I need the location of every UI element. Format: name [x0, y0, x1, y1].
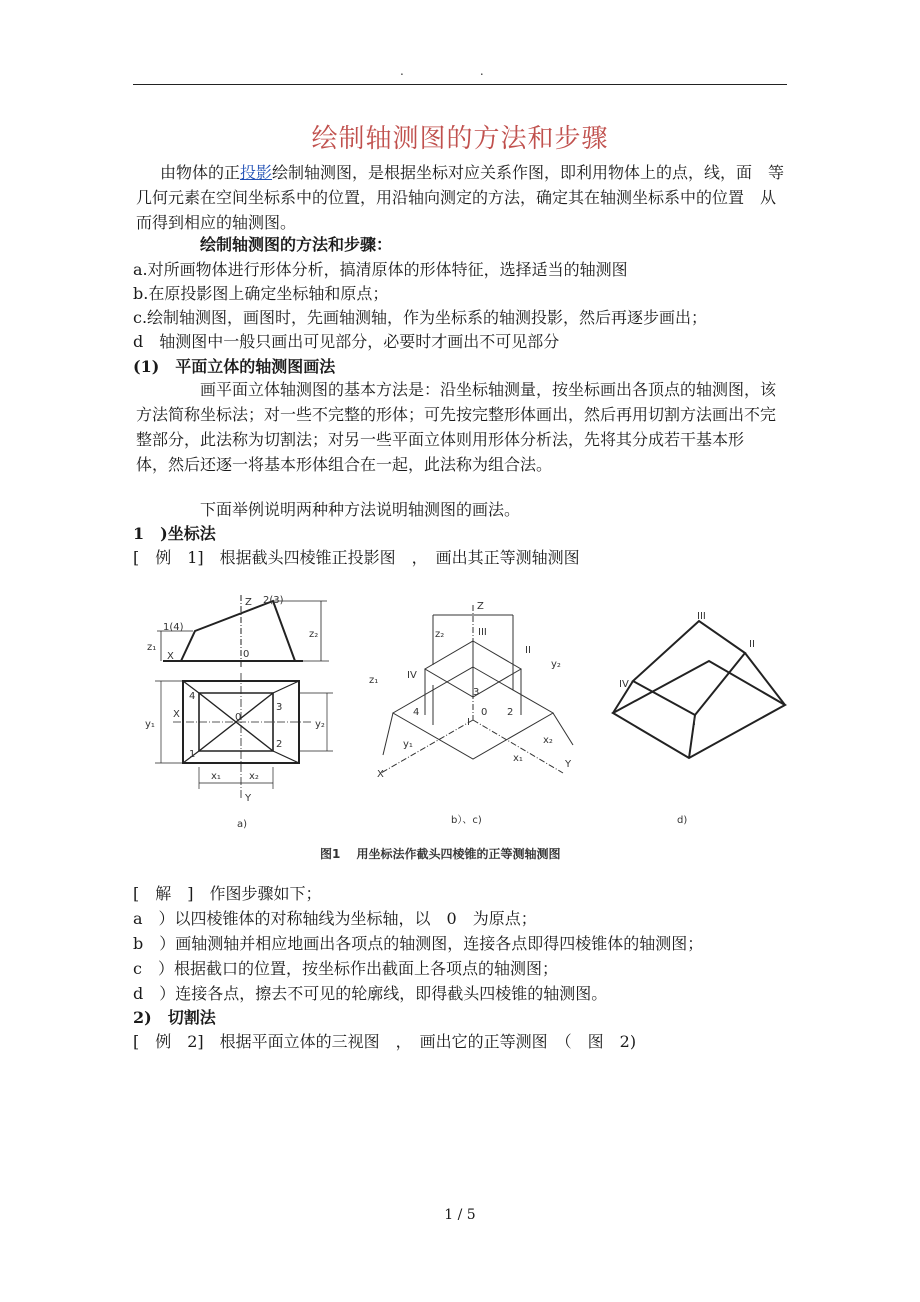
solution-step: a ）以四棱锥体的对称轴线为坐标轴，以 0 为原点； — [133, 909, 537, 928]
y-axis-label: Y — [245, 793, 252, 804]
point-label: III — [478, 627, 487, 638]
solution-step: b ）画轴测轴并相应地画出各项点的轴测图，连接各点即得四棱锥体的轴测图； — [133, 934, 704, 953]
point-label: 4 — [189, 691, 196, 702]
document-title: 绘制轴测图的方法和步骤 — [311, 124, 609, 154]
intro-text: 由物体的正 — [160, 163, 241, 182]
point-label: II — [749, 639, 755, 650]
x-axis-label: X — [377, 769, 384, 780]
dim-label: x₂ — [249, 771, 259, 782]
header-dot: . — [400, 64, 480, 78]
point-label: I — [467, 717, 470, 728]
figure-1 — [133, 575, 793, 870]
point-label: 1 — [189, 749, 196, 760]
point-label: IV — [407, 670, 417, 681]
header-dot: . — [479, 64, 560, 78]
solution-heading: [ 解 ] 作图步骤如下； — [133, 884, 322, 903]
final-axonometric — [613, 621, 785, 758]
point-label: I — [693, 717, 696, 728]
steps-heading: 绘制轴测图的方法和步骤： — [200, 235, 393, 254]
dim-label: y₂ — [315, 719, 325, 730]
step-item: c.绘制轴测图，画图时，先画轴测轴，作为坐标系的轴测投影，然后再逐步画出； — [133, 308, 708, 327]
dim-label: z₂ — [309, 629, 319, 640]
view-bc-labels — [369, 601, 572, 826]
method1-heading: 1 )坐标法 — [133, 524, 216, 543]
view-d-labels — [619, 611, 755, 826]
intro-text: 绘制轴测图，是根据坐标对应关系作图，即利用物体上的点，线，面 等几何元素在空间坐标系中的位置，用沿轴向测定的方法，确定其在轴测坐标系中的位置 从而得到相应的轴测图。 — [136, 163, 785, 232]
view-a-labels — [145, 595, 325, 830]
top-view — [155, 673, 333, 800]
header-rule — [133, 84, 787, 85]
dim-label: z₁ — [147, 642, 157, 653]
dim-label: x₁ — [211, 771, 221, 782]
origin-label: 0 — [235, 712, 242, 723]
point-label: 3 — [276, 702, 283, 713]
intro-paragraph — [136, 160, 786, 235]
origin-label: 0 — [481, 707, 488, 718]
origin-label: 0 — [243, 649, 250, 660]
step-item: b.在原投影图上确定坐标轴和原点； — [133, 284, 389, 303]
dim-label: x₁ — [513, 753, 523, 764]
method2-heading: 2) 切割法 — [133, 1008, 216, 1027]
x-axis-label: X — [173, 709, 180, 720]
subfigure-label-a: a) — [237, 819, 248, 830]
point-label: IV — [619, 679, 629, 690]
dim-label: y₁ — [403, 739, 413, 750]
point-label: 2(3) — [263, 595, 284, 606]
point-label: 3 — [473, 687, 480, 698]
dim-label: y₂ — [551, 659, 561, 670]
z-axis-label: Z — [245, 597, 252, 608]
projection-link[interactable]: 投影 — [240, 163, 273, 182]
step-item: a.对所画物体进行形体分析，搞清原体的形体特征，选择适当的轴测图 — [133, 260, 628, 279]
figure-caption: 图1 用坐标法作截头四棱锥的正等测轴测图 — [320, 847, 561, 861]
subfigure-label-d: d) — [677, 815, 688, 826]
point-label: 2 — [276, 739, 283, 750]
solution-step: c ）根据截口的位置，按坐标作出截面上各项点的轴测图； — [133, 959, 558, 978]
point-label: 2 — [507, 707, 514, 718]
dim-label: y₁ — [145, 719, 155, 730]
dim-label: z₂ — [435, 629, 445, 640]
point-label: 4 — [413, 707, 420, 718]
section1-note: 下面举例说明两种种方法说明轴测图的画法。 — [200, 500, 521, 519]
x-axis-label: X — [167, 651, 174, 662]
point-label: 1(4) — [163, 622, 184, 633]
solution-step: d ）连接各点，擦去不可见的轮廓线，即得截头四棱锥的轴测图。 — [133, 984, 608, 1003]
section1-heading: (1) 平面立体的轴测图画法 — [133, 357, 336, 376]
header-marks — [400, 64, 560, 78]
page-number: 1 / 5 — [444, 1207, 476, 1223]
section1-paragraph: 画平面立体轴测图的基本方法是：沿坐标轴测量，按坐标画出各顶点的轴测图，该方法简称坐标法；对一些不完整的形体；可先按完整形体画出，然后再用切割方法画出不完 整部分，此法称为切割法；对另一些平面立体则用形体分析法，先将其分成若干基本形 体，然后还逐一将基本形体组合在一起，此法称为组合法。 — [136, 380, 793, 474]
dim-label: z₁ — [369, 675, 379, 686]
step-item: d 轴测图中一般只画出可见部分，必要时才画出不可见部分 — [133, 332, 560, 351]
example2: [ 例 2] 根据平面立体的三视图 ， 画出它的正等测图 （ 图 2) — [133, 1032, 637, 1051]
example1: [ 例 1] 根据截头四棱锥正投影图 ， 画出其正等测轴测图 — [133, 548, 580, 567]
point-label: III — [697, 611, 706, 622]
dim-label: x₂ — [543, 735, 553, 746]
point-label: II — [525, 645, 531, 656]
y-axis-label: Y — [565, 759, 572, 770]
z-axis-label: Z — [477, 601, 484, 612]
subfigure-label-bc: b）、c) — [451, 815, 482, 826]
